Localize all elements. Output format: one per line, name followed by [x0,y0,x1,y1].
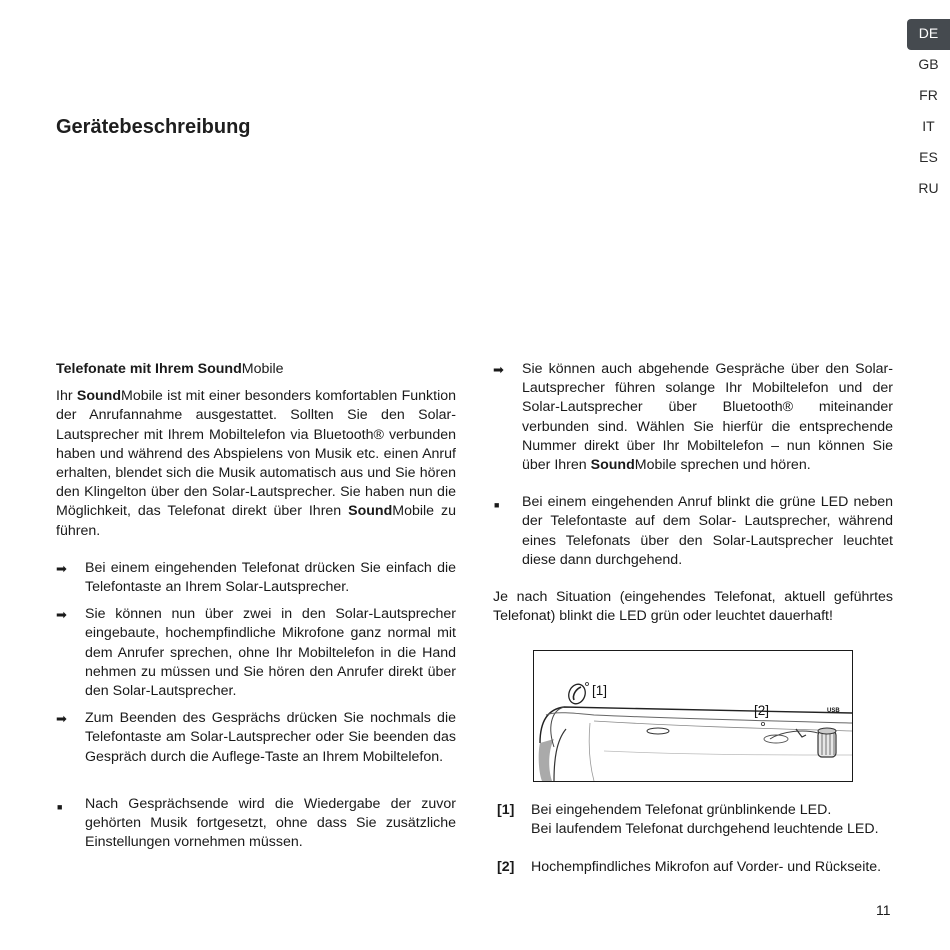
brand-name: Sound [76,388,122,405]
legend-key: [2] [497,859,515,875]
list-item-text: Bei einem eingehenden Telefonat drücken Sie einfach die Telefontaste an Ihrem Solar-Lautsprecher. [85,559,456,596]
list-item-text: Nach Gesprächsende wird die Wiedergabe der zuvor gehörten Musik fortgesetzt, ohne dass Sie zusätzliche Einstellungen vornehmen müssen. [85,795,456,851]
led-note-paragraph: Je nach Situation (eingehendes Telefonat, aktuell geführtes Telefonat) blinkt die LED grün oder leuchtet dauerhaft! [493,589,893,625]
legend-text-line: Bei eingehendem Telefonat grünblinkende LED. [531,802,832,818]
intro-paragraph [56,387,456,541]
page-number: 11 [876,902,891,918]
list-item [56,559,456,597]
list-item [56,605,456,701]
arrow-right-icon: ➡ [56,607,67,623]
intro-text-start: Ihr [56,388,77,405]
left-column [56,360,456,852]
speaker-illustration [533,650,853,782]
brand-name: Sound [590,457,635,474]
language-tab-it[interactable]: IT [922,118,935,134]
list-item-text: Sie können auch abgehende Gespräche über den Solar-Lautsprecher führen solange Ihr Mobiltelefon und der Solar-Lautsprecher über Bluetooth® miteinander verbunden sind. Wählen Sie hierfür die entsprechende Nummer direkt über Ihr Mobiltelefon – nun können Sie über Ihren [522,361,893,474]
list-item-text: Bei einem eingehenden Anruf blinkt die grüne LED neben der Telefontaste auf dem Solar- Lautsprecher, während eines Telefonats über den Solar-Lautsprecher leuchtet diese dann durchgehend. [522,494,893,568]
square-bullet-icon: ■ [57,801,63,812]
page-title: Gerätebeschreibung [56,116,251,138]
list-item-text: Zum Beenden des Gesprächs drücken Sie nochmals die Telefontaste am Solar-Lautsprecher oder Sie beenden das Gespräch durch die Auflege-Taste an Ihrem Mobiltelefon. [85,710,456,765]
figure-label-2: [2] [754,703,770,718]
list-item-text-end: Mobile sprechen und hören. [634,457,811,474]
right-column [493,360,893,626]
list-item-text: Sie können nun über zwei in den Solar-Lautsprecher eingebaute, hochempfindliche Mikrofone ganz normal mit dem Anrufer sprechen, ohne Ihr Mobiltelefon in die Hand nehmen zu müssen und Sie hören den Anrufer direkt über den Solar-Lautsprecher. [85,606,456,700]
arrow-right-icon: ➡ [493,362,504,377]
arrow-right-icon: ➡ [56,560,67,576]
legend-text-line: Hochempfindliches Mikrofon auf Vorder- und Rückseite. [531,859,882,875]
legend-key: [1] [497,802,515,818]
intro-text: Mobile ist mit einer besonders komfortablen Funktion der Anrufannahme ausgestattet. Sollten Sie den Solar-Lautsprecher mit Ihrem Mobiltelefon via Bluetooth® verbunden haben und während des Abspielens von Musik etc. einen Anruf erhalten, blendet sich die Musik automatisch aus und Sie hören den Klingelton über den Solar-Lautsprecher. Sie haben nun die Möglichkeit, das Telefonat direkt über Ihren [56,388,457,520]
language-tabs [907,19,950,205]
brand-name: Sound [348,503,393,520]
legend-item-2 [497,858,927,877]
legend-item-1 [497,801,927,839]
legend-text-line: Bei laufendem Telefonat durchgehend leuchtende LED. [531,821,879,838]
section-heading [56,360,456,379]
section-heading-normal: Mobile [241,361,284,377]
square-bullet-icon: ■ [494,500,500,511]
intro-text-end: Mobile zu führen. [56,503,456,539]
list-item [56,709,456,767]
language-tab-es[interactable]: ES [919,149,938,165]
list-item [56,795,456,853]
list-item [493,493,893,570]
section-heading-bold: Telefonate mit Ihrem Sound [56,361,242,377]
language-tab-de[interactable]: DE [907,19,950,50]
speaker-drawing [534,651,852,781]
usb-label: USB [827,708,840,714]
list-item [493,360,893,475]
language-tab-gb[interactable]: GB [918,56,939,72]
language-tab-ru[interactable]: RU [918,180,939,196]
figure-label-1: [1] [592,683,608,698]
arrow-right-icon: ➡ [56,711,67,727]
language-tab-fr[interactable]: FR [919,87,938,103]
